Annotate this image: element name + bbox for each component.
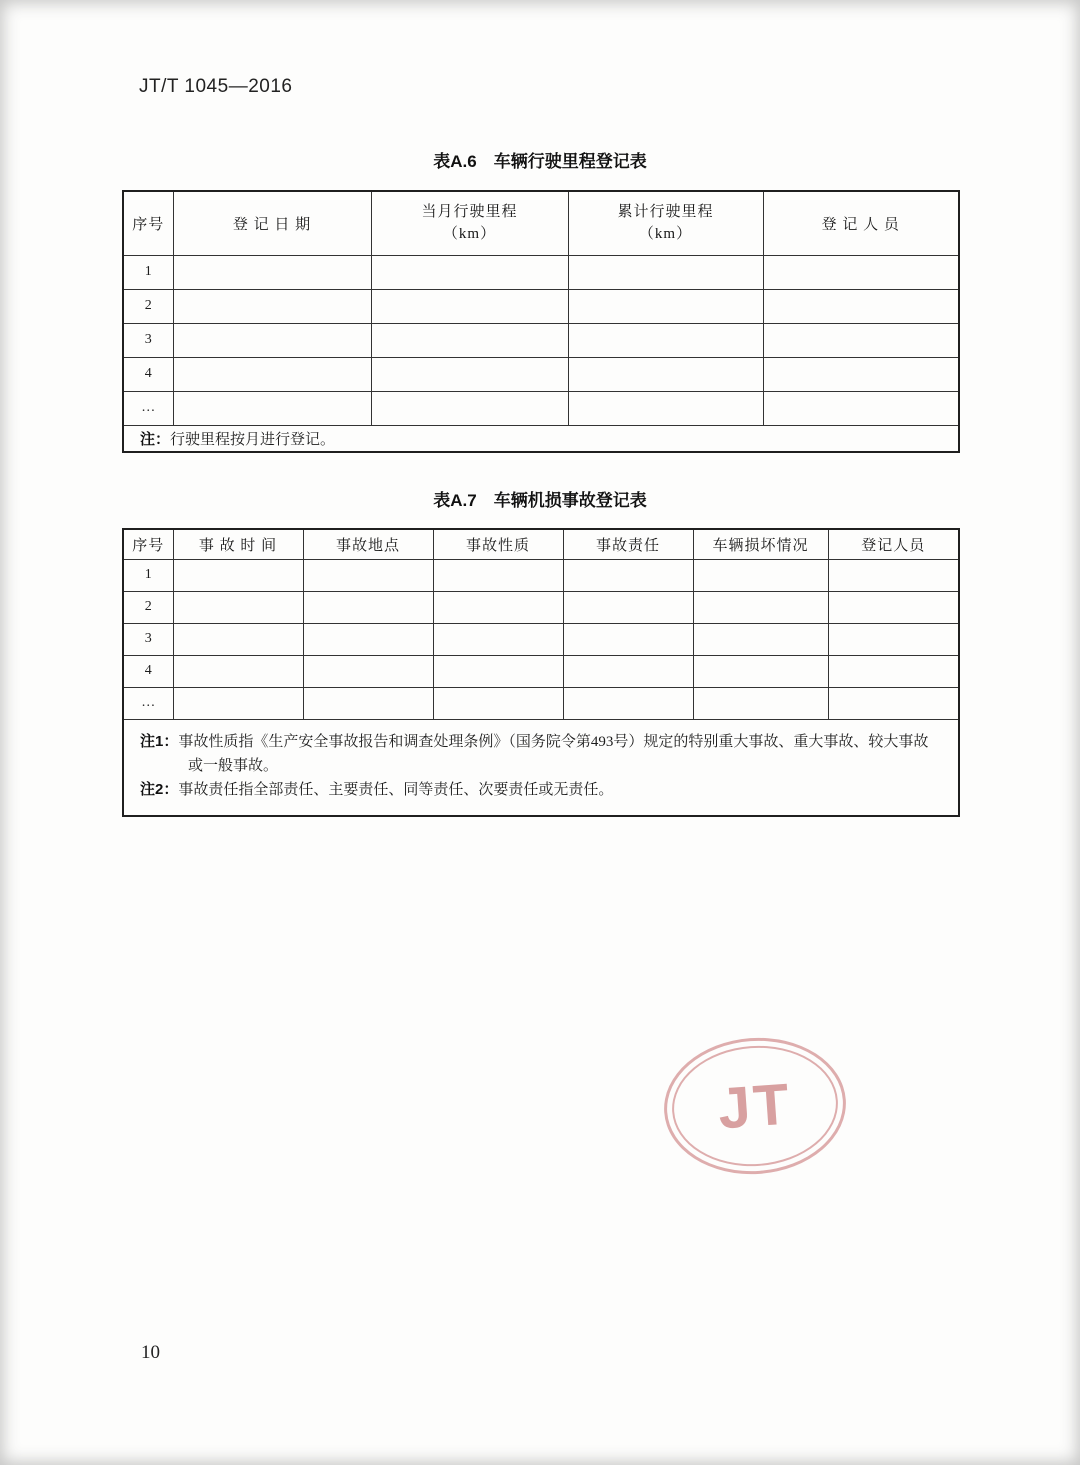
a7-empty-cell [303, 591, 433, 623]
a6-note-row [123, 425, 959, 452]
a7-col-accident-place: 事故地点 [303, 529, 433, 559]
table-a7-title: 表A.7 车辆机损事故登记表 [433, 491, 647, 510]
a6-header-row [123, 191, 959, 255]
table-row [123, 623, 959, 655]
a6-empty-cell [371, 357, 568, 391]
a6-col-registrar: 登 记 人 员 [763, 191, 959, 255]
a7-col-seq: 序号 [123, 529, 173, 559]
a6-col-cumulative-line2: （km） [638, 226, 693, 243]
a7-empty-cell [433, 623, 563, 655]
a7-note-2-text: 事故责任指全部责任、主要责任、同等责任、次要责任或无责任。 [178, 781, 614, 798]
a7-note-1-label: 注1： [140, 732, 179, 750]
a7-note-2 [140, 778, 942, 802]
a7-row-number: 3 [123, 623, 173, 655]
a6-empty-cell [568, 255, 763, 289]
a6-col-seq: 序号 [123, 191, 173, 255]
a6-col-monthly-line2: （km） [442, 226, 497, 243]
a6-empty-cell [173, 357, 371, 391]
a7-row-number: 4 [123, 655, 173, 687]
a6-empty-cell [173, 289, 371, 323]
table-row [123, 655, 959, 687]
a6-empty-cell [763, 357, 959, 391]
table-a7 [122, 528, 960, 817]
a7-empty-cell [173, 591, 303, 623]
a7-empty-cell [828, 591, 959, 623]
a7-empty-cell [563, 655, 693, 687]
a6-col-monthly-mileage [371, 191, 568, 255]
a6-row-number: 4 [123, 357, 173, 391]
a7-row-number: … [123, 687, 173, 719]
a7-col-accident-liability: 事故责任 [563, 529, 693, 559]
a6-row-number: 3 [123, 323, 173, 357]
a7-empty-cell [693, 687, 828, 719]
a7-empty-cell [563, 623, 693, 655]
a7-notes-row [123, 719, 959, 816]
a7-empty-cell [173, 623, 303, 655]
a7-empty-cell [563, 559, 693, 591]
a7-row-number: 1 [123, 559, 173, 591]
a6-note-label: 注： [140, 430, 171, 448]
a7-empty-cell [693, 623, 828, 655]
a7-empty-cell [693, 591, 828, 623]
a7-empty-cell [173, 655, 303, 687]
a7-empty-cell [303, 687, 433, 719]
table-row [123, 591, 959, 623]
a6-empty-cell [173, 391, 371, 425]
a7-empty-cell [563, 591, 693, 623]
table-row [123, 687, 959, 719]
a6-row-number: 1 [123, 255, 173, 289]
a7-row-number: 2 [123, 591, 173, 623]
a6-empty-cell [173, 323, 371, 357]
stamp-jt-text: JT [715, 1071, 795, 1141]
table-row [123, 391, 959, 425]
table-a6 [122, 190, 960, 453]
a6-empty-cell [371, 391, 568, 425]
a6-col-monthly-line1: 当月行驶里程 [421, 203, 518, 220]
a7-empty-cell [563, 687, 693, 719]
a7-empty-cell [693, 655, 828, 687]
a7-col-accident-nature: 事故性质 [433, 529, 563, 559]
a6-empty-cell [568, 357, 763, 391]
a7-empty-cell [433, 687, 563, 719]
a6-empty-cell [371, 289, 568, 323]
a7-empty-cell [303, 559, 433, 591]
a6-row-number: 2 [123, 289, 173, 323]
a6-empty-cell [371, 255, 568, 289]
a6-empty-cell [371, 323, 568, 357]
a7-col-accident-time: 事 故 时 间 [173, 529, 303, 559]
a7-note-1-text: 事故性质指《生产安全事故报告和调查处理条例》（国务院令第493号）规定的特别重大事故、重大事故、较大事故或一般事故。 [178, 733, 929, 774]
a6-note-text: 行驶里程按月进行登记。 [170, 431, 336, 448]
table-row [123, 255, 959, 289]
a7-empty-cell [693, 559, 828, 591]
page-number: 10 [141, 1342, 160, 1363]
a6-empty-cell [763, 255, 959, 289]
a6-empty-cell [763, 289, 959, 323]
a6-empty-cell [568, 323, 763, 357]
a7-note-2-label: 注2： [140, 780, 179, 798]
a6-row-number: … [123, 391, 173, 425]
a6-note [123, 425, 959, 452]
a7-empty-cell [433, 559, 563, 591]
a7-empty-cell [173, 687, 303, 719]
a7-col-vehicle-damage: 车辆损坏情况 [693, 529, 828, 559]
a7-header-row [123, 529, 959, 559]
a7-empty-cell [828, 687, 959, 719]
a7-empty-cell [303, 655, 433, 687]
a7-empty-cell [433, 591, 563, 623]
table-a6-title: 表A.6 车辆行驶里程登记表 [433, 152, 647, 171]
table-row [123, 289, 959, 323]
a6-empty-cell [763, 323, 959, 357]
a6-empty-cell [568, 289, 763, 323]
a6-empty-cell [763, 391, 959, 425]
a7-empty-cell [828, 655, 959, 687]
table-row [123, 323, 959, 357]
a7-empty-cell [303, 623, 433, 655]
a6-col-cumulative-line1: 累计行驶里程 [617, 203, 714, 220]
doc-code: JT/T 1045—2016 [139, 76, 293, 97]
a7-empty-cell [828, 559, 959, 591]
a7-empty-cell [433, 655, 563, 687]
a6-empty-cell [568, 391, 763, 425]
a7-col-registrar: 登记人员 [828, 529, 959, 559]
table-row [123, 559, 959, 591]
a7-empty-cell [173, 559, 303, 591]
a6-col-date: 登 记 日 期 [173, 191, 371, 255]
a7-notes [123, 719, 959, 816]
a6-empty-cell [173, 255, 371, 289]
a6-col-cumulative-mileage [568, 191, 763, 255]
jt-watermark-stamp [659, 1032, 850, 1180]
table-row [123, 357, 959, 391]
a7-note-1 [140, 730, 942, 778]
a7-empty-cell [828, 623, 959, 655]
